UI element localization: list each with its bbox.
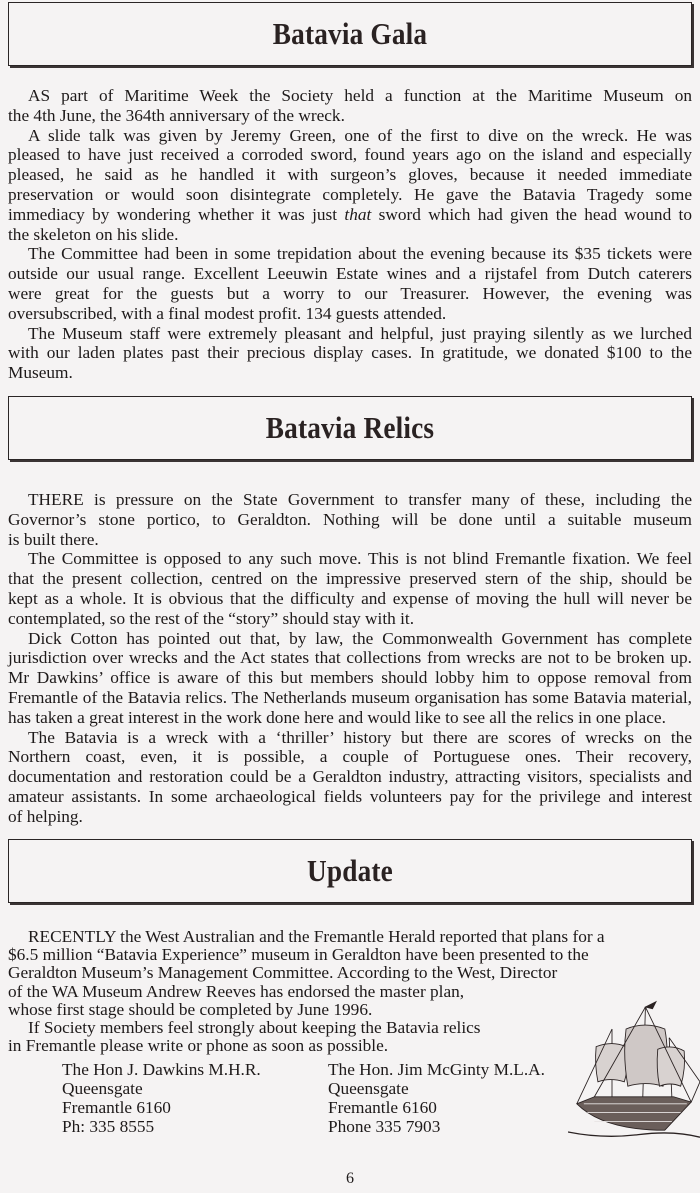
contact-dawkins bbox=[62, 1060, 261, 1136]
text-line: Northern coast, even, it is possible, a couple of Portuguese ones. Their recovery, bbox=[8, 747, 692, 767]
paragraph bbox=[8, 324, 692, 383]
text-line: THERE is pressure on the State Government to transfer many of these, including the bbox=[28, 490, 692, 509]
text-line: Geraldton Museum’s Management Committee. According to the West, Director bbox=[8, 963, 558, 983]
text-line: jurisdiction over wrecks and the Act states that collections from wrecks are not to be broken up. bbox=[8, 648, 692, 668]
section-header-update bbox=[8, 839, 692, 903]
section-title: Batavia Relics bbox=[265, 410, 435, 445]
text-line: with our laden plates past their precious display cases. In gratitude, we donated $100 to the bbox=[8, 343, 692, 363]
page-number: 6 bbox=[346, 1170, 354, 1187]
text-line: Museum. bbox=[8, 363, 73, 383]
text-line: that the present collection, centred on the impressive preserved stern of the ship, should be bbox=[8, 569, 692, 589]
text-line: has taken a great interest in the work done here and would like to see all the relics in one place. bbox=[8, 707, 666, 727]
text-line: of the WA Museum Andrew Reeves has endorsed the master plan, bbox=[8, 981, 465, 1001]
text-line: Dick Cotton has pointed out that, by law, the Commonwealth Government has complete bbox=[28, 628, 692, 648]
text-line: kept as a whole. It is obvious that the difficulty and expense of moving the hull will never be bbox=[8, 588, 692, 608]
text-line: The Committee is opposed to any such move. This is not blind Fremantle fixation. We feel bbox=[28, 549, 692, 569]
section-title: Update bbox=[307, 853, 393, 888]
contact-address: Queensgate bbox=[328, 1079, 409, 1098]
paragraph bbox=[8, 244, 692, 323]
contact-phone: Ph: 335 8555 bbox=[62, 1117, 155, 1136]
section-title: Batavia Gala bbox=[272, 16, 428, 51]
text-line: Mr Dawkins’ office is aware of this but members should lobby him to oppose removal from bbox=[8, 668, 692, 688]
paragraph bbox=[8, 629, 692, 728]
contact-city: Fremantle 6160 bbox=[328, 1098, 437, 1117]
text-line: pleased to have just received a corroded sword, found years ago on the island and especially bbox=[8, 145, 692, 165]
text-line: The Batavia is a wreck with a ‘thriller’ history but there are scores of wrecks on the bbox=[28, 727, 692, 747]
contact-name: The Hon J. Dawkins M.H.R. bbox=[62, 1060, 261, 1079]
text-line: A slide talk was given by Jeremy Green, one of the first to dive on the wreck. He was bbox=[28, 125, 692, 145]
text-line: the skeleton on his slide. bbox=[8, 224, 179, 244]
section-header-batavia-gala bbox=[8, 2, 692, 66]
paragraph bbox=[8, 490, 692, 549]
contact-mcginty bbox=[328, 1060, 545, 1136]
batavia-relics-body bbox=[8, 490, 692, 827]
text-line: contemplated, so the rest of the “story” should stay with it. bbox=[8, 608, 415, 628]
contact-address: Queensgate bbox=[62, 1079, 143, 1098]
contact-city: Fremantle 6160 bbox=[62, 1098, 171, 1117]
text-line: in Fremantle please write or phone as soon as possible. bbox=[8, 1036, 389, 1056]
paragraph bbox=[8, 126, 692, 245]
text-line: of helping. bbox=[8, 806, 83, 826]
batavia-gala-body bbox=[8, 86, 692, 383]
text-line: documentation and restoration could be a Geraldton industry, attracting visitors, specialists and bbox=[8, 767, 692, 787]
sailing-ship-illustration bbox=[568, 998, 700, 1148]
text-line: If Society members feel strongly about keeping the Batavia relics bbox=[28, 1018, 481, 1038]
contact-name: The Hon. Jim McGinty M.L.A. bbox=[328, 1060, 545, 1079]
text-line: The Museum staff were extremely pleasant and helpful, just praying silently as we lurched bbox=[28, 323, 692, 343]
text-line: is built there. bbox=[8, 529, 99, 549]
section-header-batavia-relics bbox=[8, 396, 692, 460]
text-line: preservation or would soon disintegrate completely. He gave the Batavia Tragedy some bbox=[8, 184, 692, 204]
text-line: $6.5 million “Batavia Experience” museum in Geraldton have been presented to the bbox=[8, 945, 589, 965]
text-line: were great for the guests but a worry to our Treasurer. However, the evening was bbox=[8, 283, 692, 303]
text-line: the 4th June, the 364th anniversary of the wreck. bbox=[8, 105, 345, 125]
text-line: AS part of Maritime Week the Society held a function at the Maritime Museum on bbox=[28, 86, 692, 105]
paragraph bbox=[8, 86, 692, 126]
text-line: Governor’s stone portico, to Geraldton. Nothing will be done until a suitable museum bbox=[8, 509, 692, 529]
text-line: immediacy by wondering whether it was just that sword which had given the head wound to bbox=[8, 204, 692, 224]
text-line: outside our usual range. Excellent Leeuwin Estate wines and a rijstafel from Dutch caterers bbox=[8, 264, 692, 284]
text-line: RECENTLY the West Australian and the Fremantle Herald reported that plans for a bbox=[28, 927, 605, 946]
contact-phone: Phone 335 7903 bbox=[328, 1117, 441, 1136]
text-line: amateur assistants. In some archaeological fields volunteers pay for the privilege and interest bbox=[8, 786, 692, 806]
text-line: pleased, he said as he handled it with surgeon’s gloves, because it needed immediate bbox=[8, 165, 692, 185]
text-line: oversubscribed, with a final modest profit. 134 guests attended. bbox=[8, 303, 447, 323]
text-line: whose first stage should be completed by June 1996. bbox=[8, 999, 373, 1019]
text-line: The Committee had been in some trepidation about the evening because its $35 tickets were bbox=[28, 244, 692, 264]
paragraph bbox=[8, 728, 692, 827]
text-line: Fremantle of the Batavia relics. The Netherlands museum organisation has some Batavia material, bbox=[8, 687, 692, 707]
paragraph bbox=[8, 549, 692, 628]
